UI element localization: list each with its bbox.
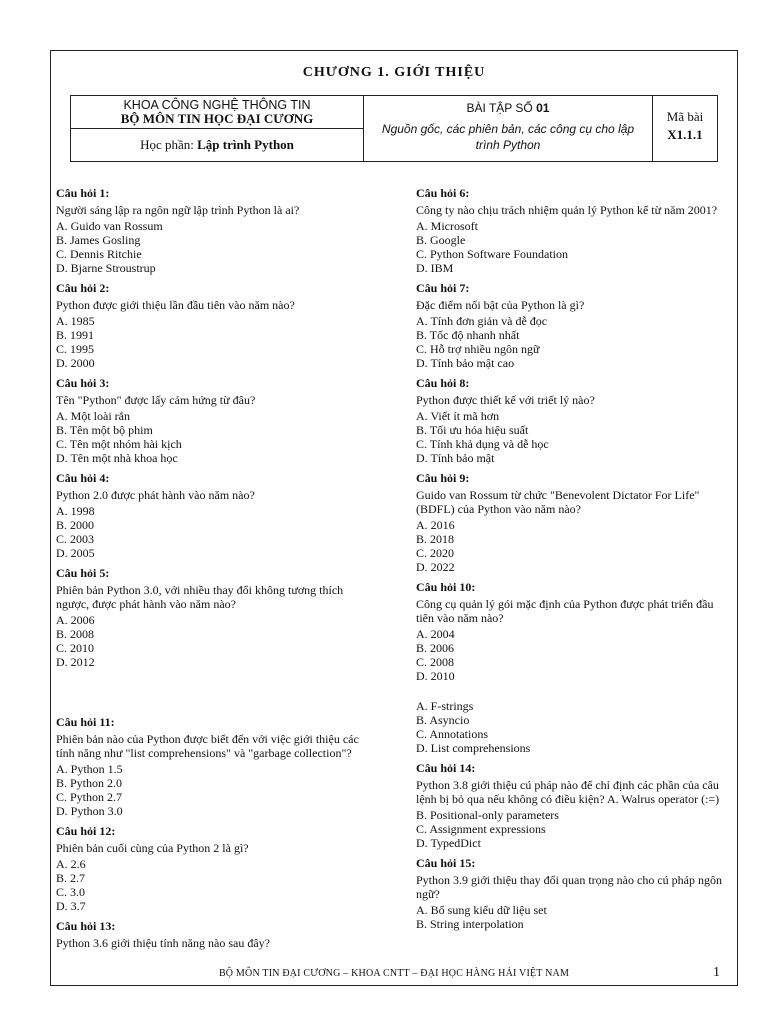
question-title: Câu hỏi 14:	[416, 761, 476, 775]
question-block	[56, 715, 371, 818]
answer-option: C. Hỗ trợ nhiều ngôn ngữ	[416, 342, 540, 356]
answer-option: C. 2008	[416, 655, 455, 669]
question-block	[56, 824, 371, 913]
answer-option: C. Tính khả dụng và dễ học	[416, 437, 549, 451]
answer-option: B. Google	[416, 233, 466, 247]
answer-option: D. 3.7	[56, 899, 86, 913]
question-text: Python được thiết kế với triết lý nào?	[416, 393, 595, 407]
question-block	[416, 281, 731, 370]
answer-option: A. Guido van Rossum	[56, 219, 163, 233]
answer-option: B. Asyncio	[416, 713, 470, 727]
answer-option: B. String interpolation	[416, 917, 524, 931]
answer-option: D. Bjarne Stroustrup	[56, 261, 156, 275]
course-line	[71, 129, 363, 153]
question-title: Câu hỏi 11:	[56, 715, 115, 729]
exercise-label: BÀI TẬP SỐ	[466, 101, 533, 115]
answer-option: D. 2022	[416, 560, 455, 574]
question-13-options	[416, 699, 731, 755]
question-text: Công cụ quản lý gói mặc định của Python được phát triển đầu tiên vào năm nào?	[416, 597, 714, 625]
answer-option: A. F-strings	[416, 699, 474, 713]
answer-option: B. 2008	[56, 627, 95, 641]
answer-option: C. Python 2.7	[56, 790, 123, 804]
code-value: X1.1.1	[667, 127, 703, 142]
department-name: BỘ MÔN TIN HỌC ĐẠI CƯƠNG	[120, 111, 314, 126]
answer-option: D. Python 3.0	[56, 804, 123, 818]
question-block	[56, 919, 371, 950]
question-text: Python 2.0 được phát hành vào năm nào?	[56, 488, 255, 502]
answer-option: A. Tính đơn giản và dễ đọc	[416, 314, 548, 328]
answer-option: D. 2000	[56, 356, 95, 370]
question-text: Tên "Python" được lấy cảm hứng từ đâu?	[56, 393, 256, 407]
header-table	[70, 95, 718, 162]
answer-option: B. Tên một bộ phim	[56, 423, 153, 437]
question-block	[416, 471, 731, 574]
answer-option: D. TypedDict	[416, 836, 481, 850]
question-text: Phiên bản Python 3.0, với nhiều thay đổi không tương thích ngược, được phát hành vào năm nào?	[56, 583, 344, 611]
header-cell-exercise	[364, 96, 653, 161]
answer-option: A. 2.6	[56, 857, 86, 871]
answer-option: B. 2006	[416, 641, 455, 655]
question-text: Đặc điểm nổi bật của Python là gì?	[416, 298, 585, 312]
question-block	[416, 376, 731, 465]
answer-option: C. 1995	[56, 342, 95, 356]
answer-option: A. 2016	[416, 518, 455, 532]
answer-option: D. Tên một nhà khoa học	[56, 451, 178, 465]
question-title: Câu hỏi 2:	[56, 281, 110, 295]
course-label: Học phần:	[140, 137, 194, 152]
answer-option: C. Python Software Foundation	[416, 247, 568, 261]
answer-option: A. Viết ít mã hơn	[416, 409, 500, 423]
question-text: Phiên bản cuối cùng của Python 2 là gì?	[56, 841, 249, 855]
answer-option: B. 1991	[56, 328, 95, 342]
question-block	[56, 471, 371, 560]
question-text: Guido van Rossum từ chức "Benevolent Dictator For Life" (BDFL) của Python vào năm nào?	[416, 488, 700, 516]
question-text: Python 3.6 giới thiệu tính năng nào sau đây?	[56, 936, 270, 950]
question-title: Câu hỏi 4:	[56, 471, 110, 485]
question-title: Câu hỏi 6:	[416, 186, 470, 200]
answer-option: C. Assignment expressions	[416, 822, 546, 836]
page-frame	[50, 50, 738, 986]
answer-option: D. List comprehensions	[416, 741, 531, 755]
faculty-name: KHOA CÔNG NGHỆ THÔNG TIN	[123, 98, 311, 112]
answer-option: B. 2000	[56, 518, 95, 532]
answer-option: D. IBM	[416, 261, 454, 275]
answer-option: D. 2010	[416, 669, 455, 683]
answer-option: D. Tính bảo mật cao	[416, 356, 515, 370]
question-block	[416, 580, 731, 683]
question-title: Câu hỏi 5:	[56, 566, 110, 580]
question-title: Câu hỏi 12:	[56, 824, 116, 838]
course-name: Lập trình Python	[197, 137, 294, 152]
answer-option: A. Python 1.5	[56, 762, 123, 776]
question-title: Câu hỏi 15:	[416, 856, 476, 870]
question-block	[56, 376, 371, 465]
exercise-subtitle: Nguồn gốc, các phiên bản, các công cụ cho lập trình Python	[381, 122, 635, 152]
answer-option: B. 2018	[416, 532, 455, 546]
answer-option: B. James Gosling	[56, 233, 141, 247]
question-title: Câu hỏi 1:	[56, 186, 110, 200]
answer-option: C. Annotations	[416, 727, 489, 741]
question-block	[56, 186, 371, 275]
question-title: Câu hỏi 10:	[416, 580, 476, 594]
answer-option: A. Một loài rắn	[56, 409, 130, 423]
answer-option: C. Tên một nhóm hài kịch	[56, 437, 182, 451]
chapter-title: CHƯƠNG 1. GIỚI THIỆU	[302, 65, 486, 80]
left-column	[56, 186, 371, 956]
question-block	[416, 186, 731, 275]
question-title: Câu hỏi 3:	[56, 376, 110, 390]
exercise-number: 01	[536, 101, 550, 115]
answer-option: A. 2006	[56, 613, 95, 627]
question-text: Python 3.9 giới thiệu thay đổi quan trọng nào cho cú pháp ngôn ngữ?	[416, 873, 722, 901]
code-label: Mã bài	[666, 109, 704, 124]
question-block	[416, 761, 731, 850]
question-title: Câu hỏi 9:	[416, 471, 470, 485]
question-text: Công ty nào chịu trách nhiệm quản lý Python kể từ năm 2001?	[416, 203, 718, 217]
footer-text: BỘ MÔN TIN ĐẠI CƯƠNG – KHOA CNTT – ĐẠI HỌC HÀNG HẢI VIỆT NAM	[218, 968, 570, 979]
answer-option: C. 3.0	[56, 885, 86, 899]
answer-option: A. 1998	[56, 504, 95, 518]
answer-option: A. 2004	[416, 627, 455, 641]
question-text: Người sáng lập ra ngôn ngữ lập trình Python là ai?	[56, 203, 300, 217]
question-block	[56, 281, 371, 370]
answer-option: C. 2010	[56, 641, 95, 655]
answer-option: D. Tính bảo mật	[416, 451, 495, 465]
question-block	[56, 566, 371, 669]
header-cell-code	[653, 96, 717, 161]
answer-option: B. Positional-only parameters	[416, 808, 559, 822]
question-text: Python 3.8 giới thiệu cú pháp nào để chỉ định các phần của câu lệnh bị bỏ qua nếu không có điều kiện? A. Walrus operator (:=)	[416, 778, 720, 806]
answer-option: B. Tối ưu hóa hiệu suất	[416, 423, 529, 437]
question-block	[416, 856, 731, 931]
header-cell-faculty	[71, 96, 364, 161]
answer-option: C. Dennis Ritchie	[56, 247, 142, 261]
question-text: Python được giới thiệu lần đầu tiên vào năm nào?	[56, 298, 295, 312]
answer-option: A. 1985	[56, 314, 95, 328]
answer-option: A. Bổ sung kiểu dữ liệu set	[416, 903, 547, 917]
answer-option: B. Tốc độ nhanh nhất	[416, 328, 520, 342]
right-column	[416, 186, 731, 937]
answer-option: A. Microsoft	[416, 219, 478, 233]
question-title: Câu hỏi 13:	[56, 919, 116, 933]
answer-option: B. 2.7	[56, 871, 86, 885]
question-title: Câu hỏi 7:	[416, 281, 470, 295]
answer-option: D. 2005	[56, 546, 95, 560]
answer-option: C. 2020	[416, 546, 455, 560]
question-text: Phiên bản nào của Python được biết đến với việc giới thiệu các tính năng như "list comprehensions" và "garbage collection"?	[56, 732, 359, 760]
answer-option: C. 2003	[56, 532, 95, 546]
question-title: Câu hỏi 8:	[416, 376, 470, 390]
answer-option: B. Python 2.0	[56, 776, 123, 790]
answer-option: D. 2012	[56, 655, 95, 669]
page-number: 1	[713, 965, 720, 980]
